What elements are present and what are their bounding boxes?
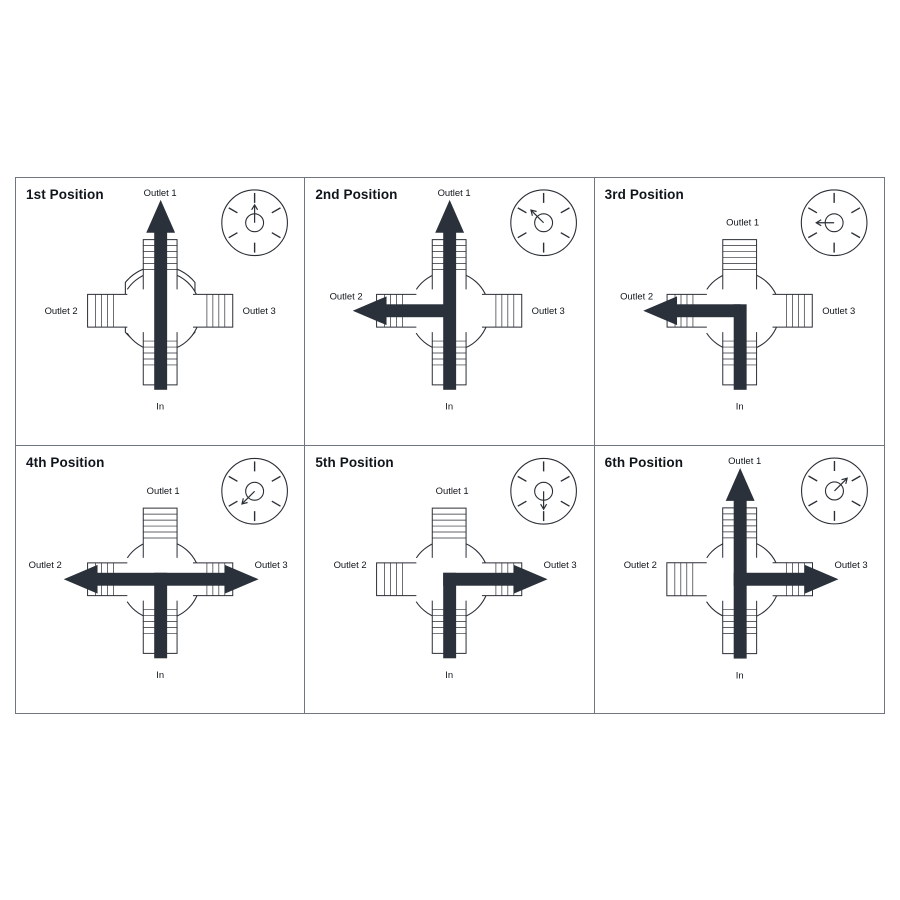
panel-title: 2nd Position (315, 187, 398, 202)
panel-5th-position (305, 446, 594, 714)
panel-title: 3rd Position (604, 187, 684, 202)
label-outlet-3: Outlet 3 (834, 559, 868, 571)
panel-4th-position (16, 446, 305, 714)
label-outlet-1: Outlet 1 (435, 485, 470, 497)
label-outlet-2: Outlet 2 (623, 559, 657, 571)
label-inlet: In (735, 670, 744, 682)
panel-graphic (16, 446, 304, 714)
label-inlet: In (445, 669, 454, 681)
panel-2nd-position (305, 178, 594, 446)
label-outlet-1: Outlet 1 (725, 217, 759, 229)
panel-title: 4th Position (26, 454, 105, 470)
position-dial (801, 458, 867, 524)
panel-graphic (305, 178, 593, 445)
panel-title: 1st Position (26, 187, 104, 202)
flow-arrow (64, 564, 259, 657)
position-diagram-grid (15, 177, 885, 714)
panel-title: 6th Position (604, 454, 684, 470)
panel-graphic (595, 446, 884, 714)
position-dial (222, 458, 288, 524)
label-outlet-3: Outlet 3 (532, 306, 566, 318)
position-dial (511, 458, 577, 524)
label-inlet: In (445, 401, 454, 413)
panel-graphic (595, 178, 884, 445)
label-outlet-3: Outlet 3 (242, 306, 276, 318)
position-dial (511, 190, 577, 256)
label-outlet-2: Outlet 2 (44, 306, 78, 318)
position-dial (801, 190, 867, 256)
label-inlet: In (156, 669, 165, 681)
label-outlet-3: Outlet 3 (821, 306, 855, 318)
panel-title: 5th Position (315, 454, 394, 470)
label-outlet-2: Outlet 2 (329, 291, 363, 303)
label-outlet-1: Outlet 1 (437, 187, 471, 199)
position-dial (222, 190, 288, 256)
label-outlet-2: Outlet 2 (619, 291, 653, 303)
label-outlet-3: Outlet 3 (543, 559, 578, 571)
label-inlet: In (156, 401, 165, 413)
label-outlet-3: Outlet 3 (254, 559, 288, 571)
label-outlet-1: Outlet 1 (143, 187, 177, 199)
label-outlet-2: Outlet 2 (333, 559, 367, 571)
label-outlet-1: Outlet 1 (146, 485, 180, 497)
panel-6th-position (595, 446, 884, 714)
panel-graphic (305, 446, 593, 714)
panel-1st-position (16, 178, 305, 446)
panel-3rd-position (595, 178, 884, 446)
label-outlet-1: Outlet 1 (727, 455, 761, 467)
label-outlet-2: Outlet 2 (28, 559, 62, 571)
panel-graphic (16, 178, 304, 445)
label-inlet: In (735, 401, 744, 413)
